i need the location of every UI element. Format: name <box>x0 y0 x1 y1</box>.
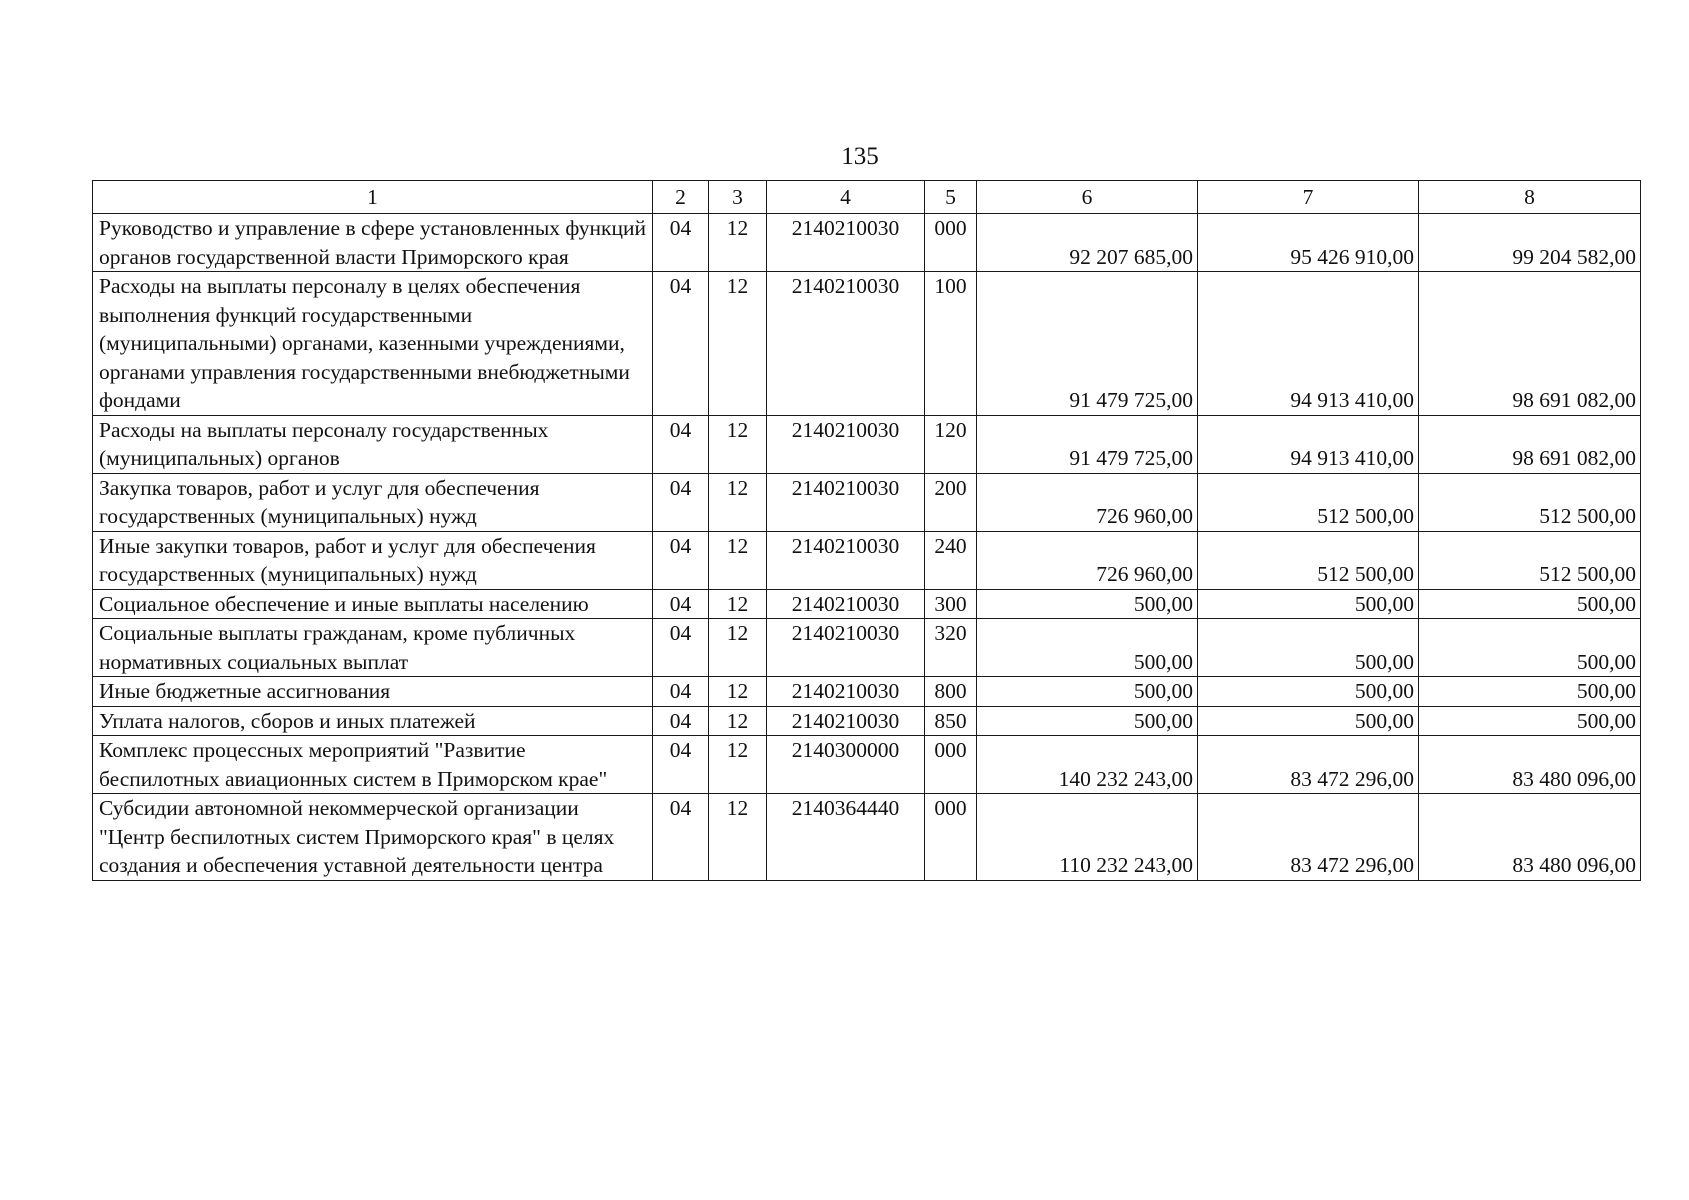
expense-type-code: 320 <box>925 619 977 677</box>
subsection-code: 12 <box>709 531 767 589</box>
amount-col-7: 500,00 <box>1198 706 1419 736</box>
subsection-code: 12 <box>709 736 767 794</box>
subsection-code: 12 <box>709 619 767 677</box>
expense-type-code: 800 <box>925 677 977 707</box>
row-name: Иные бюджетные ассигнования <box>93 677 653 707</box>
amount-col-6: 91 479 725,00 <box>977 415 1198 473</box>
section-code: 04 <box>653 415 709 473</box>
row-name: Субсидии автономной некоммерческой организации "Центр беспилотных систем Приморского края" в целях создания и обеспечения уставной деятельности центра <box>93 794 653 881</box>
column-header: 7 <box>1198 181 1419 214</box>
amount-col-6: 92 207 685,00 <box>977 214 1198 272</box>
column-header: 8 <box>1419 181 1641 214</box>
expense-type-code: 240 <box>925 531 977 589</box>
subsection-code: 12 <box>709 214 767 272</box>
table-row <box>93 706 1641 736</box>
expense-type-code: 300 <box>925 589 977 619</box>
column-header: 1 <box>93 181 653 214</box>
section-code: 04 <box>653 736 709 794</box>
amount-col-7: 95 426 910,00 <box>1198 214 1419 272</box>
amount-col-8: 99 204 582,00 <box>1419 214 1641 272</box>
subsection-code: 12 <box>709 272 767 416</box>
header-row <box>93 181 1641 214</box>
expense-type-code: 120 <box>925 415 977 473</box>
row-name: Иные закупки товаров, работ и услуг для обеспечения государственных (муниципальных) нужд <box>93 531 653 589</box>
budget-table <box>92 180 1641 881</box>
expense-type-code: 100 <box>925 272 977 416</box>
table-row <box>93 214 1641 272</box>
amount-col-8: 500,00 <box>1419 589 1641 619</box>
target-article-code: 2140210030 <box>767 619 925 677</box>
amount-col-8: 512 500,00 <box>1419 531 1641 589</box>
amount-col-6: 726 960,00 <box>977 473 1198 531</box>
subsection-code: 12 <box>709 589 767 619</box>
amount-col-6: 500,00 <box>977 677 1198 707</box>
expense-type-code: 000 <box>925 214 977 272</box>
amount-col-8: 98 691 082,00 <box>1419 272 1641 416</box>
table-row <box>93 677 1641 707</box>
amount-col-7: 512 500,00 <box>1198 531 1419 589</box>
row-name: Руководство и управление в сфере установленных функций органов государственной власти Приморского края <box>93 214 653 272</box>
amount-col-8: 500,00 <box>1419 677 1641 707</box>
amount-col-8: 500,00 <box>1419 619 1641 677</box>
subsection-code: 12 <box>709 677 767 707</box>
expense-type-code: 000 <box>925 794 977 881</box>
section-code: 04 <box>653 589 709 619</box>
subsection-code: 12 <box>709 415 767 473</box>
row-name: Социальное обеспечение и иные выплаты населению <box>93 589 653 619</box>
table-row <box>93 272 1641 416</box>
table-row <box>93 415 1641 473</box>
section-code: 04 <box>653 619 709 677</box>
amount-col-7: 83 472 296,00 <box>1198 794 1419 881</box>
target-article-code: 2140210030 <box>767 677 925 707</box>
page-number: 135 <box>841 143 879 170</box>
amount-col-6: 140 232 243,00 <box>977 736 1198 794</box>
row-name: Закупка товаров, работ и услуг для обеспечения государственных (муниципальных) нужд <box>93 473 653 531</box>
section-code: 04 <box>653 794 709 881</box>
column-header: 3 <box>709 181 767 214</box>
target-article-code: 2140210030 <box>767 272 925 416</box>
amount-col-6: 500,00 <box>977 589 1198 619</box>
column-header: 5 <box>925 181 977 214</box>
row-name: Расходы на выплаты персоналу государственных (муниципальных) органов <box>93 415 653 473</box>
table-row <box>93 619 1641 677</box>
target-article-code: 2140210030 <box>767 214 925 272</box>
section-code: 04 <box>653 272 709 416</box>
amount-col-8: 83 480 096,00 <box>1419 794 1641 881</box>
target-article-code: 2140210030 <box>767 706 925 736</box>
amount-col-6: 726 960,00 <box>977 531 1198 589</box>
row-name: Социальные выплаты гражданам, кроме публичных нормативных социальных выплат <box>93 619 653 677</box>
row-name: Комплекс процессных мероприятий "Развитие беспилотных авиационных систем в Приморском крае" <box>93 736 653 794</box>
amount-col-7: 94 913 410,00 <box>1198 415 1419 473</box>
row-name: Уплата налогов, сборов и иных платежей <box>93 706 653 736</box>
section-code: 04 <box>653 214 709 272</box>
table-row <box>93 531 1641 589</box>
target-article-code: 2140210030 <box>767 531 925 589</box>
column-header: 2 <box>653 181 709 214</box>
amount-col-8: 98 691 082,00 <box>1419 415 1641 473</box>
amount-col-6: 110 232 243,00 <box>977 794 1198 881</box>
row-name: Расходы на выплаты персоналу в целях обеспечения выполнения функций государственными (муниципальными) органами, казенными учреждениями, органами управления государственными внебюджетными фондами <box>93 272 653 416</box>
column-header: 4 <box>767 181 925 214</box>
amount-col-7: 500,00 <box>1198 589 1419 619</box>
subsection-code: 12 <box>709 794 767 881</box>
section-code: 04 <box>653 531 709 589</box>
subsection-code: 12 <box>709 473 767 531</box>
subsection-code: 12 <box>709 706 767 736</box>
amount-col-7: 512 500,00 <box>1198 473 1419 531</box>
expense-type-code: 000 <box>925 736 977 794</box>
amount-col-6: 91 479 725,00 <box>977 272 1198 416</box>
expense-type-code: 200 <box>925 473 977 531</box>
target-article-code: 2140300000 <box>767 736 925 794</box>
amount-col-6: 500,00 <box>977 619 1198 677</box>
amount-col-7: 500,00 <box>1198 677 1419 707</box>
target-article-code: 2140210030 <box>767 589 925 619</box>
table-row <box>93 589 1641 619</box>
amount-col-8: 83 480 096,00 <box>1419 736 1641 794</box>
column-header: 6 <box>977 181 1198 214</box>
amount-col-8: 512 500,00 <box>1419 473 1641 531</box>
table-row <box>93 473 1641 531</box>
section-code: 04 <box>653 677 709 707</box>
section-code: 04 <box>653 706 709 736</box>
amount-col-7: 94 913 410,00 <box>1198 272 1419 416</box>
expense-type-code: 850 <box>925 706 977 736</box>
target-article-code: 2140364440 <box>767 794 925 881</box>
target-article-code: 2140210030 <box>767 473 925 531</box>
table-row <box>93 794 1641 881</box>
target-article-code: 2140210030 <box>767 415 925 473</box>
section-code: 04 <box>653 473 709 531</box>
amount-col-8: 500,00 <box>1419 706 1641 736</box>
amount-col-6: 500,00 <box>977 706 1198 736</box>
amount-col-7: 83 472 296,00 <box>1198 736 1419 794</box>
amount-col-7: 500,00 <box>1198 619 1419 677</box>
table-row <box>93 736 1641 794</box>
